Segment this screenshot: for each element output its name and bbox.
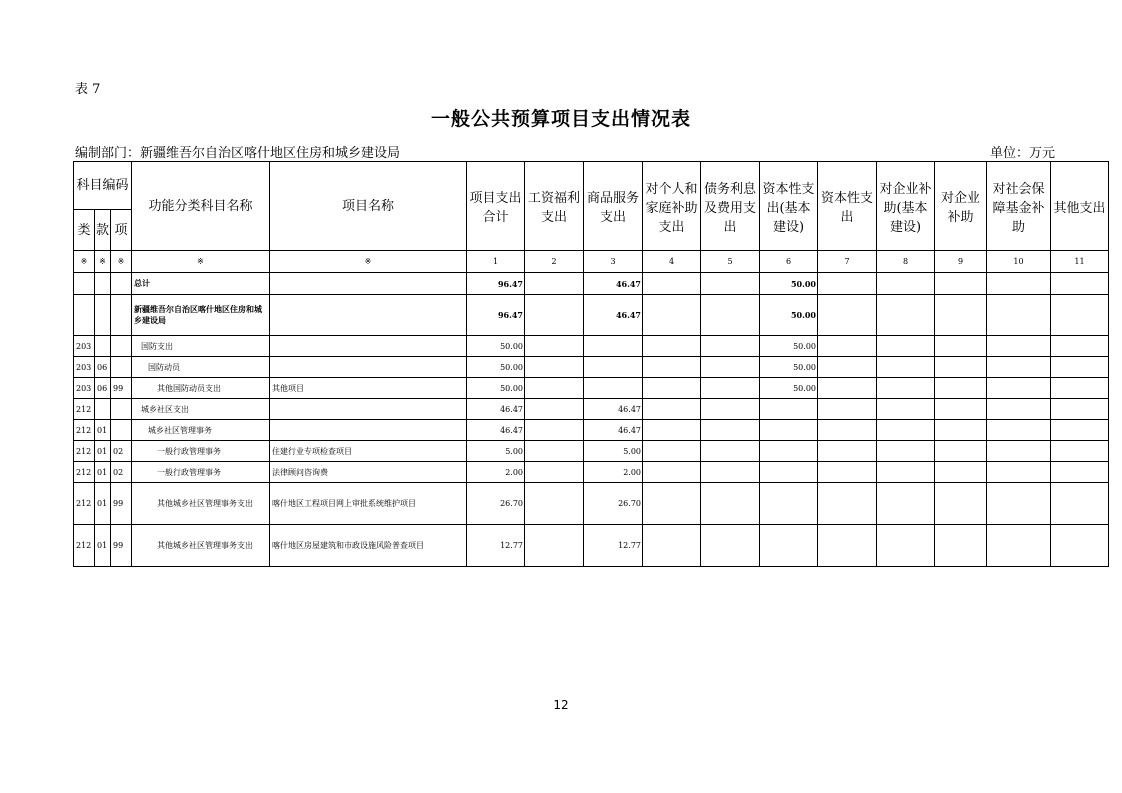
cell-amount-c3: 46.47 bbox=[584, 273, 643, 295]
cell-func-name: 其他国防动员支出 bbox=[132, 378, 270, 399]
cell-amount-c10 bbox=[987, 441, 1051, 462]
cell-amount-c3: 2.00 bbox=[584, 462, 643, 483]
cell-func-name: 城乡社区管理事务 bbox=[132, 420, 270, 441]
cell-amount-c1: 50.00 bbox=[467, 336, 525, 357]
cell-amount-c2 bbox=[525, 336, 584, 357]
cell-amount-c6 bbox=[760, 399, 818, 420]
cell-lei bbox=[74, 273, 95, 295]
cell-xiang: 99 bbox=[111, 378, 132, 399]
cell-amount-c5 bbox=[701, 336, 760, 357]
index-cell: 9 bbox=[935, 251, 987, 273]
header-col6: 资本性支出(基本建设) bbox=[760, 162, 818, 251]
cell-kuan bbox=[95, 399, 111, 420]
cell-amount-c8 bbox=[877, 441, 935, 462]
index-cell: 4 bbox=[643, 251, 701, 273]
cell-lei: 212 bbox=[74, 420, 95, 441]
index-cell: ※ bbox=[95, 251, 111, 273]
cell-amount-c3: 46.47 bbox=[584, 420, 643, 441]
cell-amount-c11 bbox=[1051, 357, 1109, 378]
cell-amount-c6 bbox=[760, 420, 818, 441]
cell-amount-c4 bbox=[643, 525, 701, 567]
cell-kuan: 01 bbox=[95, 525, 111, 567]
cell-func-name: 新疆维吾尔自治区喀什地区住房和城乡建设局 bbox=[132, 295, 270, 336]
header-row-1 bbox=[74, 162, 1109, 210]
cell-amount-c9 bbox=[935, 483, 987, 525]
cell-amount-c4 bbox=[643, 441, 701, 462]
cell-amount-c6: 50.00 bbox=[760, 273, 818, 295]
cell-project-name: 住建行业专项检查项目 bbox=[270, 441, 467, 462]
cell-amount-c7 bbox=[818, 399, 877, 420]
page-title: 一般公共预算项目支出情况表 bbox=[430, 108, 691, 130]
cell-amount-c6: 50.00 bbox=[760, 378, 818, 399]
cell-amount-c3 bbox=[584, 378, 643, 399]
cell-lei: 212 bbox=[74, 462, 95, 483]
cell-amount-c4 bbox=[643, 399, 701, 420]
cell-amount-c11 bbox=[1051, 399, 1109, 420]
header-col7: 资本性支出 bbox=[818, 162, 877, 251]
cell-amount-c3: 12.77 bbox=[584, 525, 643, 567]
cell-amount-c1: 96.47 bbox=[467, 295, 525, 336]
cell-amount-c4 bbox=[643, 483, 701, 525]
cell-amount-c11 bbox=[1051, 525, 1109, 567]
cell-lei: 203 bbox=[74, 336, 95, 357]
cell-project-name bbox=[270, 295, 467, 336]
cell-xiang: 99 bbox=[111, 525, 132, 567]
cell-amount-c5 bbox=[701, 441, 760, 462]
cell-lei bbox=[74, 295, 95, 336]
cell-lei: 212 bbox=[74, 483, 95, 525]
cell-amount-c9 bbox=[935, 525, 987, 567]
cell-amount-c3: 46.47 bbox=[584, 295, 643, 336]
table-row bbox=[74, 483, 1109, 525]
cell-amount-c5 bbox=[701, 462, 760, 483]
cell-amount-c8 bbox=[877, 378, 935, 399]
index-cell: ※ bbox=[111, 251, 132, 273]
cell-amount-c2 bbox=[525, 420, 584, 441]
cell-kuan: 06 bbox=[95, 378, 111, 399]
cell-amount-c9 bbox=[935, 399, 987, 420]
table-row bbox=[74, 441, 1109, 462]
cell-amount-c8 bbox=[877, 273, 935, 295]
cell-amount-c1: 50.00 bbox=[467, 357, 525, 378]
cell-amount-c6 bbox=[760, 483, 818, 525]
cell-amount-c10 bbox=[987, 462, 1051, 483]
cell-project-name bbox=[270, 336, 467, 357]
cell-amount-c10 bbox=[987, 399, 1051, 420]
cell-amount-c7 bbox=[818, 525, 877, 567]
cell-kuan: 01 bbox=[95, 420, 111, 441]
cell-lei: 212 bbox=[74, 399, 95, 420]
cell-amount-c6: 50.00 bbox=[760, 295, 818, 336]
header-kuan: 款 bbox=[95, 210, 111, 251]
cell-amount-c11 bbox=[1051, 483, 1109, 525]
index-cell: 1 bbox=[467, 251, 525, 273]
cell-amount-c4 bbox=[643, 295, 701, 336]
cell-amount-c7 bbox=[818, 420, 877, 441]
table-row bbox=[74, 399, 1109, 420]
cell-amount-c3: 26.70 bbox=[584, 483, 643, 525]
header-col4: 对个人和家庭补助支出 bbox=[643, 162, 701, 251]
cell-kuan: 01 bbox=[95, 441, 111, 462]
cell-amount-c9 bbox=[935, 441, 987, 462]
unit-label: 单位：万元 bbox=[989, 146, 1055, 161]
cell-amount-c4 bbox=[643, 378, 701, 399]
cell-amount-c9 bbox=[935, 378, 987, 399]
cell-xiang: 02 bbox=[111, 462, 132, 483]
cell-amount-c5 bbox=[701, 273, 760, 295]
header-func-name: 功能分类科目名称 bbox=[132, 162, 270, 251]
cell-amount-c7 bbox=[818, 357, 877, 378]
cell-amount-c9 bbox=[935, 420, 987, 441]
cell-xiang bbox=[111, 420, 132, 441]
cell-func-name: 国防支出 bbox=[132, 336, 270, 357]
table-row bbox=[74, 295, 1109, 336]
index-cell: 7 bbox=[818, 251, 877, 273]
cell-amount-c5 bbox=[701, 295, 760, 336]
header-col3: 商品服务支出 bbox=[584, 162, 643, 251]
cell-amount-c3 bbox=[584, 357, 643, 378]
cell-amount-c6: 50.00 bbox=[760, 336, 818, 357]
cell-amount-c1: 50.00 bbox=[467, 378, 525, 399]
table-number-label: 表 7 bbox=[75, 82, 101, 97]
cell-amount-c4 bbox=[643, 420, 701, 441]
header-col10: 对社会保障基金补助 bbox=[987, 162, 1051, 251]
cell-func-name: 总计 bbox=[132, 273, 270, 295]
cell-xiang bbox=[111, 399, 132, 420]
header-subject-code: 科目编码 bbox=[74, 162, 132, 210]
index-cell: 3 bbox=[584, 251, 643, 273]
cell-amount-c8 bbox=[877, 399, 935, 420]
index-cell: ※ bbox=[270, 251, 467, 273]
cell-func-name: 国防动员 bbox=[132, 357, 270, 378]
cell-xiang bbox=[111, 336, 132, 357]
cell-amount-c1: 26.70 bbox=[467, 483, 525, 525]
cell-amount-c9 bbox=[935, 295, 987, 336]
cell-amount-c4 bbox=[643, 336, 701, 357]
cell-kuan: 01 bbox=[95, 462, 111, 483]
cell-amount-c11 bbox=[1051, 420, 1109, 441]
cell-amount-c5 bbox=[701, 399, 760, 420]
header-col2: 工资福利支出 bbox=[525, 162, 584, 251]
cell-amount-c8 bbox=[877, 336, 935, 357]
index-cell: ※ bbox=[132, 251, 270, 273]
cell-amount-c6 bbox=[760, 525, 818, 567]
index-cell: 6 bbox=[760, 251, 818, 273]
cell-amount-c11 bbox=[1051, 336, 1109, 357]
cell-amount-c9 bbox=[935, 273, 987, 295]
index-cell: 8 bbox=[877, 251, 935, 273]
cell-amount-c7 bbox=[818, 462, 877, 483]
cell-amount-c1: 5.00 bbox=[467, 441, 525, 462]
cell-amount-c11 bbox=[1051, 273, 1109, 295]
cell-amount-c10 bbox=[987, 295, 1051, 336]
cell-amount-c11 bbox=[1051, 462, 1109, 483]
cell-lei: 203 bbox=[74, 357, 95, 378]
index-cell: 11 bbox=[1051, 251, 1109, 273]
cell-amount-c8 bbox=[877, 483, 935, 525]
cell-amount-c8 bbox=[877, 525, 935, 567]
cell-amount-c10 bbox=[987, 378, 1051, 399]
cell-amount-c6 bbox=[760, 441, 818, 462]
table-row bbox=[74, 273, 1109, 295]
cell-lei: 203 bbox=[74, 378, 95, 399]
cell-project-name bbox=[270, 273, 467, 295]
cell-xiang: 02 bbox=[111, 441, 132, 462]
cell-amount-c9 bbox=[935, 357, 987, 378]
table-row bbox=[74, 378, 1109, 399]
header-xiang: 项 bbox=[111, 210, 132, 251]
cell-amount-c4 bbox=[643, 357, 701, 378]
cell-project-name: 喀什地区房屋建筑和市政设施风险普查项目 bbox=[270, 525, 467, 567]
cell-amount-c1: 46.47 bbox=[467, 420, 525, 441]
cell-amount-c8 bbox=[877, 462, 935, 483]
header-col9: 对企业补助 bbox=[935, 162, 987, 251]
cell-amount-c9 bbox=[935, 462, 987, 483]
cell-project-name bbox=[270, 420, 467, 441]
header-col1: 项目支出合计 bbox=[467, 162, 525, 251]
cell-amount-c6: 50.00 bbox=[760, 357, 818, 378]
index-row bbox=[74, 251, 1109, 273]
cell-amount-c2 bbox=[525, 483, 584, 525]
cell-amount-c10 bbox=[987, 525, 1051, 567]
cell-amount-c7 bbox=[818, 378, 877, 399]
budget-table bbox=[73, 161, 1109, 567]
cell-amount-c6 bbox=[760, 462, 818, 483]
cell-amount-c5 bbox=[701, 420, 760, 441]
cell-amount-c2 bbox=[525, 441, 584, 462]
cell-amount-c2 bbox=[525, 399, 584, 420]
cell-amount-c1: 2.00 bbox=[467, 462, 525, 483]
cell-amount-c5 bbox=[701, 525, 760, 567]
cell-amount-c2 bbox=[525, 273, 584, 295]
cell-amount-c11 bbox=[1051, 295, 1109, 336]
cell-xiang bbox=[111, 357, 132, 378]
header-project-name: 项目名称 bbox=[270, 162, 467, 251]
header-col11: 其他支出 bbox=[1051, 162, 1109, 251]
cell-project-name: 其他项目 bbox=[270, 378, 467, 399]
header-lei: 类 bbox=[74, 210, 95, 251]
cell-amount-c7 bbox=[818, 483, 877, 525]
table-row bbox=[74, 462, 1109, 483]
cell-amount-c2 bbox=[525, 525, 584, 567]
cell-amount-c7 bbox=[818, 336, 877, 357]
cell-amount-c3 bbox=[584, 336, 643, 357]
cell-func-name: 其他城乡社区管理事务支出 bbox=[132, 525, 270, 567]
cell-amount-c4 bbox=[643, 462, 701, 483]
cell-project-name: 喀什地区工程项目网上审批系统维护项目 bbox=[270, 483, 467, 525]
cell-kuan bbox=[95, 295, 111, 336]
index-cell: 5 bbox=[701, 251, 760, 273]
cell-amount-c1: 12.77 bbox=[467, 525, 525, 567]
header-col8: 对企业补助(基本建设) bbox=[877, 162, 935, 251]
cell-amount-c7 bbox=[818, 441, 877, 462]
cell-amount-c11 bbox=[1051, 378, 1109, 399]
cell-xiang bbox=[111, 273, 132, 295]
cell-kuan bbox=[95, 273, 111, 295]
cell-amount-c2 bbox=[525, 462, 584, 483]
cell-amount-c5 bbox=[701, 378, 760, 399]
header-col5: 债务利息及费用支出 bbox=[701, 162, 760, 251]
cell-amount-c10 bbox=[987, 483, 1051, 525]
cell-func-name: 城乡社区支出 bbox=[132, 399, 270, 420]
cell-amount-c2 bbox=[525, 295, 584, 336]
cell-amount-c10 bbox=[987, 357, 1051, 378]
cell-amount-c7 bbox=[818, 273, 877, 295]
table-row bbox=[74, 357, 1109, 378]
cell-amount-c2 bbox=[525, 378, 584, 399]
cell-xiang: 99 bbox=[111, 483, 132, 525]
cell-lei: 212 bbox=[74, 525, 95, 567]
cell-amount-c4 bbox=[643, 273, 701, 295]
cell-amount-c7 bbox=[818, 295, 877, 336]
cell-amount-c9 bbox=[935, 336, 987, 357]
cell-amount-c1: 96.47 bbox=[467, 273, 525, 295]
cell-amount-c10 bbox=[987, 273, 1051, 295]
cell-kuan: 01 bbox=[95, 483, 111, 525]
table-row bbox=[74, 420, 1109, 441]
page-number: 12 bbox=[553, 698, 569, 712]
cell-amount-c1: 46.47 bbox=[467, 399, 525, 420]
cell-amount-c3: 46.47 bbox=[584, 399, 643, 420]
cell-amount-c2 bbox=[525, 357, 584, 378]
cell-project-name: 法律顾问咨询费 bbox=[270, 462, 467, 483]
cell-lei: 212 bbox=[74, 441, 95, 462]
cell-amount-c10 bbox=[987, 336, 1051, 357]
table-row bbox=[74, 525, 1109, 567]
table-row bbox=[74, 336, 1109, 357]
cell-kuan: 06 bbox=[95, 357, 111, 378]
meta-row bbox=[75, 142, 1055, 161]
cell-amount-c5 bbox=[701, 357, 760, 378]
index-cell: 2 bbox=[525, 251, 584, 273]
cell-amount-c8 bbox=[877, 420, 935, 441]
cell-amount-c11 bbox=[1051, 441, 1109, 462]
cell-amount-c8 bbox=[877, 357, 935, 378]
cell-func-name: 一般行政管理事务 bbox=[132, 462, 270, 483]
cell-amount-c10 bbox=[987, 420, 1051, 441]
index-cell: ※ bbox=[74, 251, 95, 273]
department-label: 编制部门：新疆维吾尔自治区喀什地区住房和城乡建设局 bbox=[75, 146, 401, 161]
cell-project-name bbox=[270, 399, 467, 420]
index-cell: 10 bbox=[987, 251, 1051, 273]
cell-amount-c3: 5.00 bbox=[584, 441, 643, 462]
cell-amount-c8 bbox=[877, 295, 935, 336]
cell-kuan bbox=[95, 336, 111, 357]
cell-xiang bbox=[111, 295, 132, 336]
cell-amount-c5 bbox=[701, 483, 760, 525]
cell-project-name bbox=[270, 357, 467, 378]
cell-func-name: 其他城乡社区管理事务支出 bbox=[132, 483, 270, 525]
cell-func-name: 一般行政管理事务 bbox=[132, 441, 270, 462]
